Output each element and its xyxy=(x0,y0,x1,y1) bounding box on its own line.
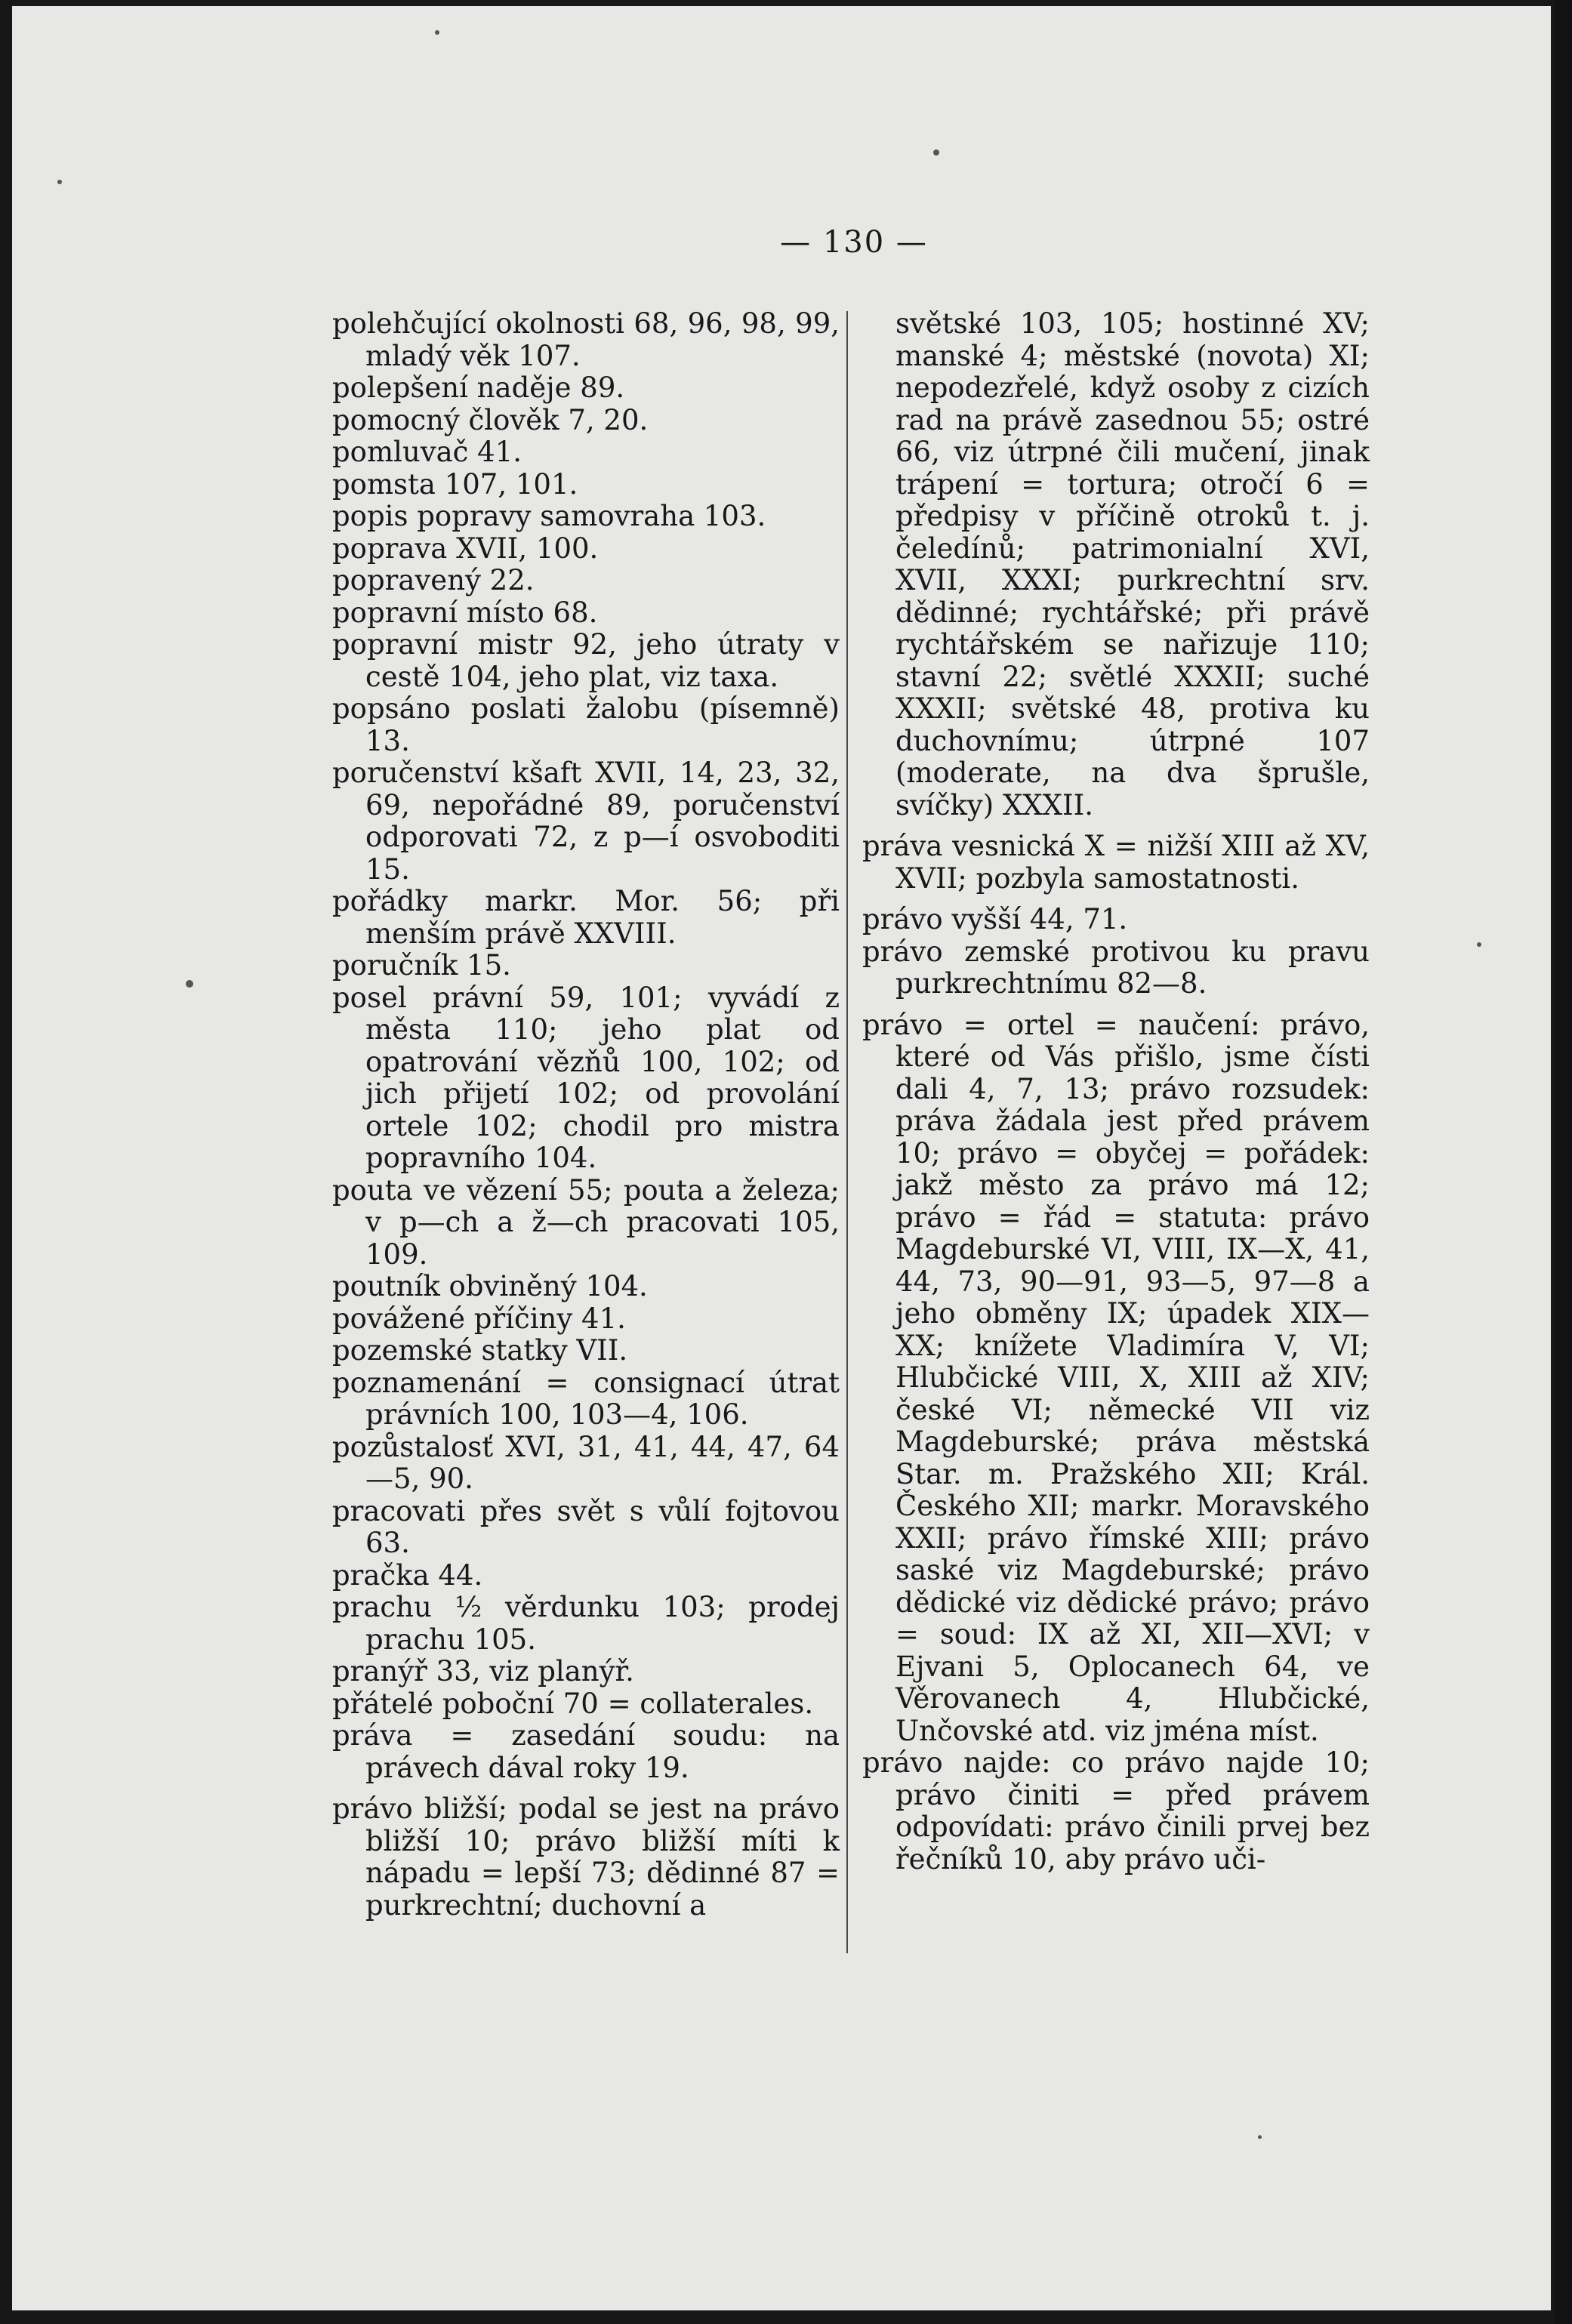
index-entry: pozemské statky VII. xyxy=(332,1334,628,1367)
index-entry: polepšení naděje 89. xyxy=(332,371,625,404)
paper-speck xyxy=(1258,2135,1262,2139)
index-entry: právo najde: co právo najde 10; právo činiti = před právem odpovídati: právo činili prvej bez řečníků 10, aby právo uči- xyxy=(862,1746,1370,1876)
index-entry: právo zemské protivou ku pravu purkrechtnímu 82—8. xyxy=(862,935,1370,1000)
index-entry: pracovati přes svět s vůlí fojtovou 63. xyxy=(332,1494,840,1559)
index-entry: pouta ve vězení 55; pouta a železa; v p—ch a ž—ch pracovati 105, 109. xyxy=(332,1173,840,1271)
paper-speck xyxy=(186,980,193,988)
index-entry: poručník 15. xyxy=(332,949,511,982)
index-entry: pranýř 33, viz planýř. xyxy=(332,1655,634,1688)
paper-speck xyxy=(57,180,62,184)
column-divider xyxy=(846,311,848,1953)
index-entry: pračka 44. xyxy=(332,1558,483,1592)
index-entry: pomocný člověk 7, 20. xyxy=(332,403,649,436)
index-column-left xyxy=(332,308,840,1922)
index-entry: poprava XVII, 100. xyxy=(332,532,599,565)
paper-speck xyxy=(435,30,439,35)
index-entry: polehčující okolnosti 68, 96, 98, 99, mladý věk 107. xyxy=(332,307,840,372)
index-entry-continuation: světské 103, 105; hostinné XV; manské 4; městské (novota) XI; nepodezřelé, když osoby z cizích rad na právě zasednou 55; ostré 66, viz útrpné čili mučení, jinak trápení = tortura; otročí 6 = předpisy v příčině otroků t. j. čeledínů; patrimonialní XVI, XVII, XXXI; purkrechtní srv. dědinné; rychtářské; při právě rychtářském se nařizuje 110; stavní 22; světlé XXXII; suché XXXII; světské 48, protiva ku duchovnímu; útrpné 107 (moderate, na dva šprušle, svíčky) XXXII. xyxy=(895,307,1370,821)
index-entry: prachu ½ věrdunku 103; prodej prachu 105. xyxy=(332,1591,840,1656)
paper-speck xyxy=(933,149,939,156)
index-entry: právo bližší; podal se jest na právo bližší 10; právo bližší míti k nápadu = lepší 73; dědinné 87 = purkrechtní; duchovní a xyxy=(332,1792,840,1922)
index-entry: popravní místo 68. xyxy=(332,596,598,629)
index-entry: právo = ortel = naučení: právo, které od Vás přišlo, jsme čísti dali 4, 7, 13; právo rozsudek: práva žádala jest před právem 10; právo = obyčej = pořádek: jakž město za právo má 12; právo = řád = statuta: právo Magdeburské VI, VIII, IX—X, 41, 44, 73, 90—91, 93—5, 97—8 a jeho obměny IX; úpadek XIX—XX; knížete Vladimíra V, VI; Hlubčické VIII, X, XIII až XIV; české VI; německé VII viz Magdeburské; práva městská Star. m. Pražského XII; Král. Českého XII; markr. Moravského XXII; právo římské XIII; právo saské viz Magdeburské; právo dědické viz dědické právo; právo = soud: IX až XI, XII—XVI; v Ejvani 5, Oplocanech 64, ve Věrovanech 4, Hlubčické, Unčovské atd. viz jména míst. xyxy=(862,1008,1370,1747)
index-entry: pořádky markr. Mor. 56; při menším právě XXVIII. xyxy=(332,885,840,950)
index-entry: povážené příčiny 41. xyxy=(332,1302,626,1335)
paper-speck xyxy=(1477,942,1481,947)
index-entry: přátelé poboční 70 = collaterales. xyxy=(332,1687,814,1720)
index-entry: posel právní 59, 101; vyvádí z města 110; jeho plat od opatrování vězňů 100, 102; od jich přijetí 102; od provolání ortele 102; chodil pro mistra popravního 104. xyxy=(332,981,840,1174)
index-entry: popravní mistr 92, jeho útraty v cestě 104, jeho plat, viz taxa. xyxy=(332,628,840,693)
index-entry: poznamenání = consignací útrat právních 100, 103—4, 106. xyxy=(332,1366,840,1431)
index-entry: poutník obviněný 104. xyxy=(332,1270,648,1302)
index-entry: popis popravy samovraha 103. xyxy=(332,500,766,532)
page-number: — 130 — xyxy=(780,225,928,260)
scan-edge xyxy=(1554,0,1572,2324)
index-entry: práva = zasedání soudu: na právech dával roky 19. xyxy=(332,1719,840,1784)
index-entry: pomluvač 41. xyxy=(332,436,522,468)
index-entry: popravený 22. xyxy=(332,564,535,596)
index-entry: pomsta 107, 101. xyxy=(332,467,578,501)
index-entry: práva vesnická X = nižší XIII až XV, XVII; pozbyla samostatnosti. xyxy=(862,830,1370,895)
index-entry: poručenství kšaft XVII, 14, 23, 32, 69, nepořádné 89, poručenství odporovati 72, z p—í osvoboditi 15. xyxy=(332,757,840,886)
book-page xyxy=(12,6,1551,2310)
index-entry: popsáno poslati žalobu (písemně) 13. xyxy=(332,692,840,757)
index-column-right xyxy=(862,308,1370,1876)
index-entry: pozůstalosť XVI, 31, 41, 44, 47, 64—5, 90. xyxy=(332,1430,840,1495)
index-entry: právo vyšší 44, 71. xyxy=(862,903,1128,935)
